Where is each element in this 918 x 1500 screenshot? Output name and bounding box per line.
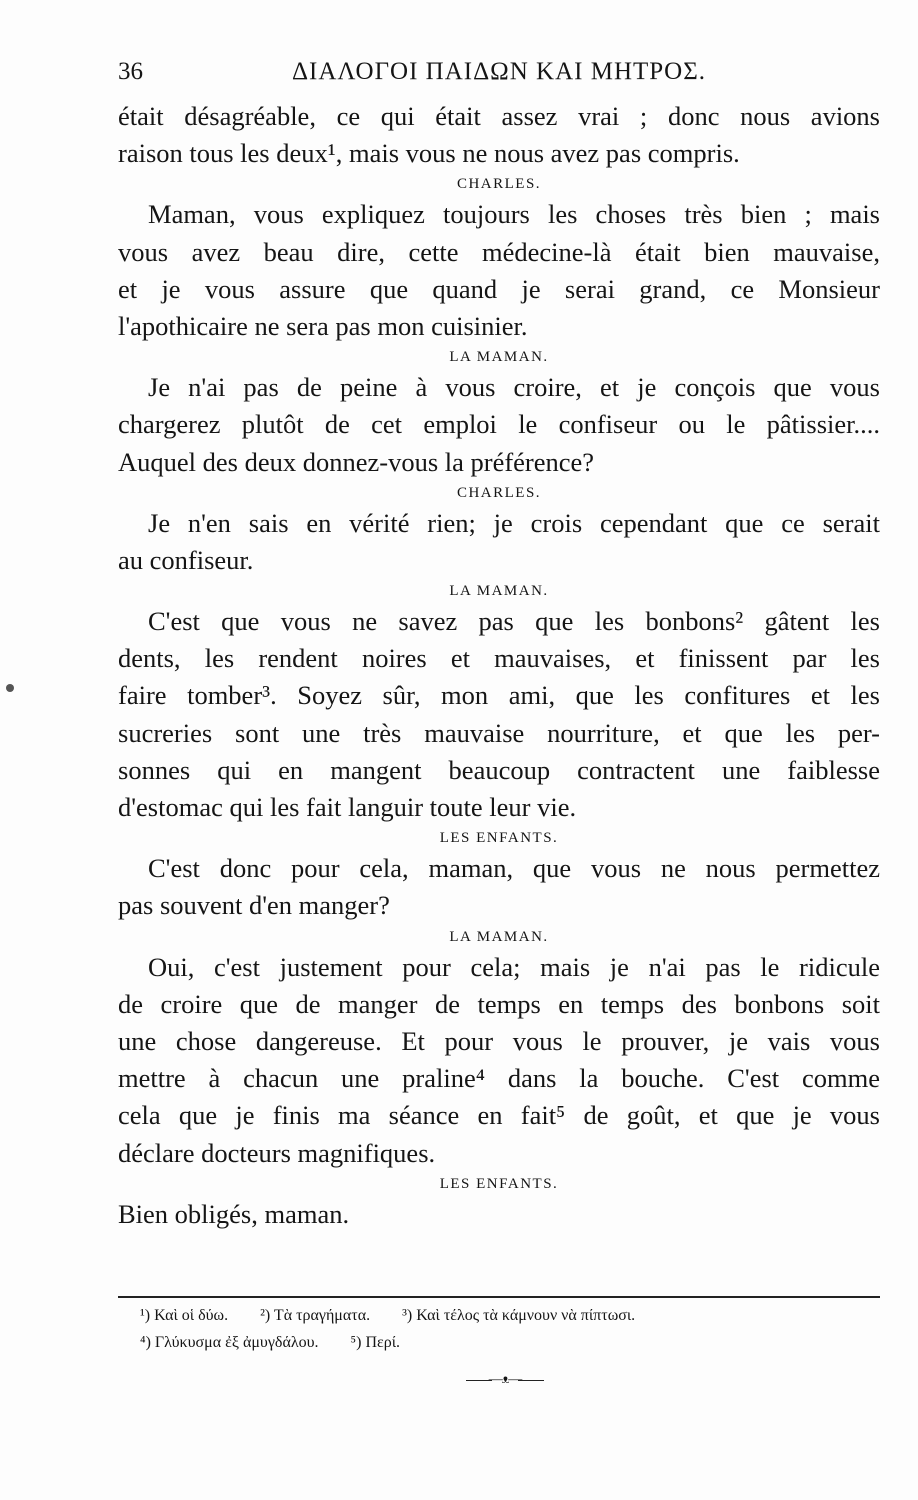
- speaker-label: LA MAMAN.: [449, 928, 549, 945]
- text-line: raison tous les deux¹, mais vous ne nous avez pas compris.: [118, 138, 740, 169]
- text-line: l'apothicaire ne sera pas mon cuisinier.: [118, 310, 528, 341]
- speaker-label: LES ENFANTS.: [439, 830, 559, 847]
- text-line: sonnes qui en mangent beaucoup contractent une faiblesse: [118, 754, 880, 785]
- text-line: Je n'ai pas de peine à vous croire, et je conçois que vous: [148, 372, 880, 403]
- text-line: une chose dangereuse. Et pour vous le prouver, je vais vous: [118, 1025, 880, 1056]
- text-line: Oui, c'est justement pour cela; mais je n'ai pas le ridicule: [148, 951, 880, 982]
- footnote-rule: [118, 1296, 880, 1298]
- page-number: 36: [118, 58, 143, 85]
- text-line: C'est que vous ne savez pas que les bonbons² gâtent les: [148, 606, 880, 637]
- speaker-label: LA MAMAN.: [449, 583, 549, 600]
- speaker-label: LA MAMAN.: [449, 349, 549, 366]
- text-line: mettre à chacun une praline⁴ dans la bouche. C'est comme: [118, 1063, 880, 1094]
- end-ornament: —ᴥ—: [470, 1372, 540, 1388]
- footnotes: [140, 1302, 880, 1356]
- text-line: C'est donc pour cela, maman, que vous ne nous permettez: [148, 853, 880, 884]
- footnote-2: ²) Τὰ τραγήματα.: [260, 1307, 371, 1324]
- speaker-label: LES ENFANTS.: [439, 1175, 559, 1192]
- footnote-line: [140, 1302, 880, 1329]
- text-line: faire tomber³. Soyez sûr, mon ami, que les confitures et les: [118, 680, 880, 711]
- text-line: dents, les rendent noires et mauvaises, et finissent par les: [118, 643, 880, 674]
- text-line: Bien obligés, maman.: [118, 1198, 350, 1229]
- text-line: vous avez beau dire, cette médecine-là était bien mauvaise,: [118, 236, 880, 267]
- footnote-4: ⁴) Γλύκυσμα ἐξ ἀμυγδάλου.: [140, 1334, 319, 1351]
- text-line: au confiseur.: [118, 544, 254, 575]
- footnote-5: ⁵) Περί.: [350, 1334, 400, 1351]
- speaker-label: CHARLES.: [456, 484, 542, 501]
- dialogue-body: [118, 98, 880, 1233]
- footnote-1: ¹) Καὶ οἱ δύω.: [140, 1307, 229, 1324]
- text-line: Maman, vous expliquez toujours les choses très bien ; mais: [148, 199, 880, 230]
- text-line: sucreries sont une très mauvaise nourriture, et que les per-: [118, 717, 880, 748]
- text-line: Auquel des deux donnez-vous la préférence?: [118, 446, 595, 477]
- text-line: pas souvent d'en manger?: [118, 890, 390, 921]
- text-line: cela que je finis ma séance en fait⁵ de goût, et que je vous: [118, 1100, 880, 1131]
- footnote-line: [140, 1329, 880, 1356]
- text-line: de croire que de manger de temps en temps des bonbons soit: [118, 988, 880, 1019]
- text-line: et je vous assure que quand je serai grand, ce Monsieur: [118, 273, 880, 304]
- speaker-label: CHARLES.: [456, 176, 542, 193]
- text-line: chargerez plutôt de cet emploi le confiseur ou le pâtissier....: [118, 409, 880, 440]
- text-line: Je n'en sais en vérité rien; je crois cependant que ce serait: [148, 507, 880, 538]
- footnote-3: ³) Καὶ τέλος τὰ κάμνουν νὰ πίπτωσι.: [402, 1307, 636, 1324]
- running-title: ΔΙΑΛΟΓΟΙ ΠΑΙΔΩΝ ΚΑΙ ΜΗΤΡΟΣ.: [291, 58, 707, 85]
- text-line: était désagréable, ce qui était assez vrai ; donc nous avions: [118, 101, 880, 131]
- text-line: déclare docteurs magnifiques.: [118, 1137, 436, 1168]
- page-header: [118, 58, 880, 94]
- text-line: d'estomac qui les fait languir toute leur vie.: [118, 792, 577, 822]
- margin-mark: [6, 684, 14, 692]
